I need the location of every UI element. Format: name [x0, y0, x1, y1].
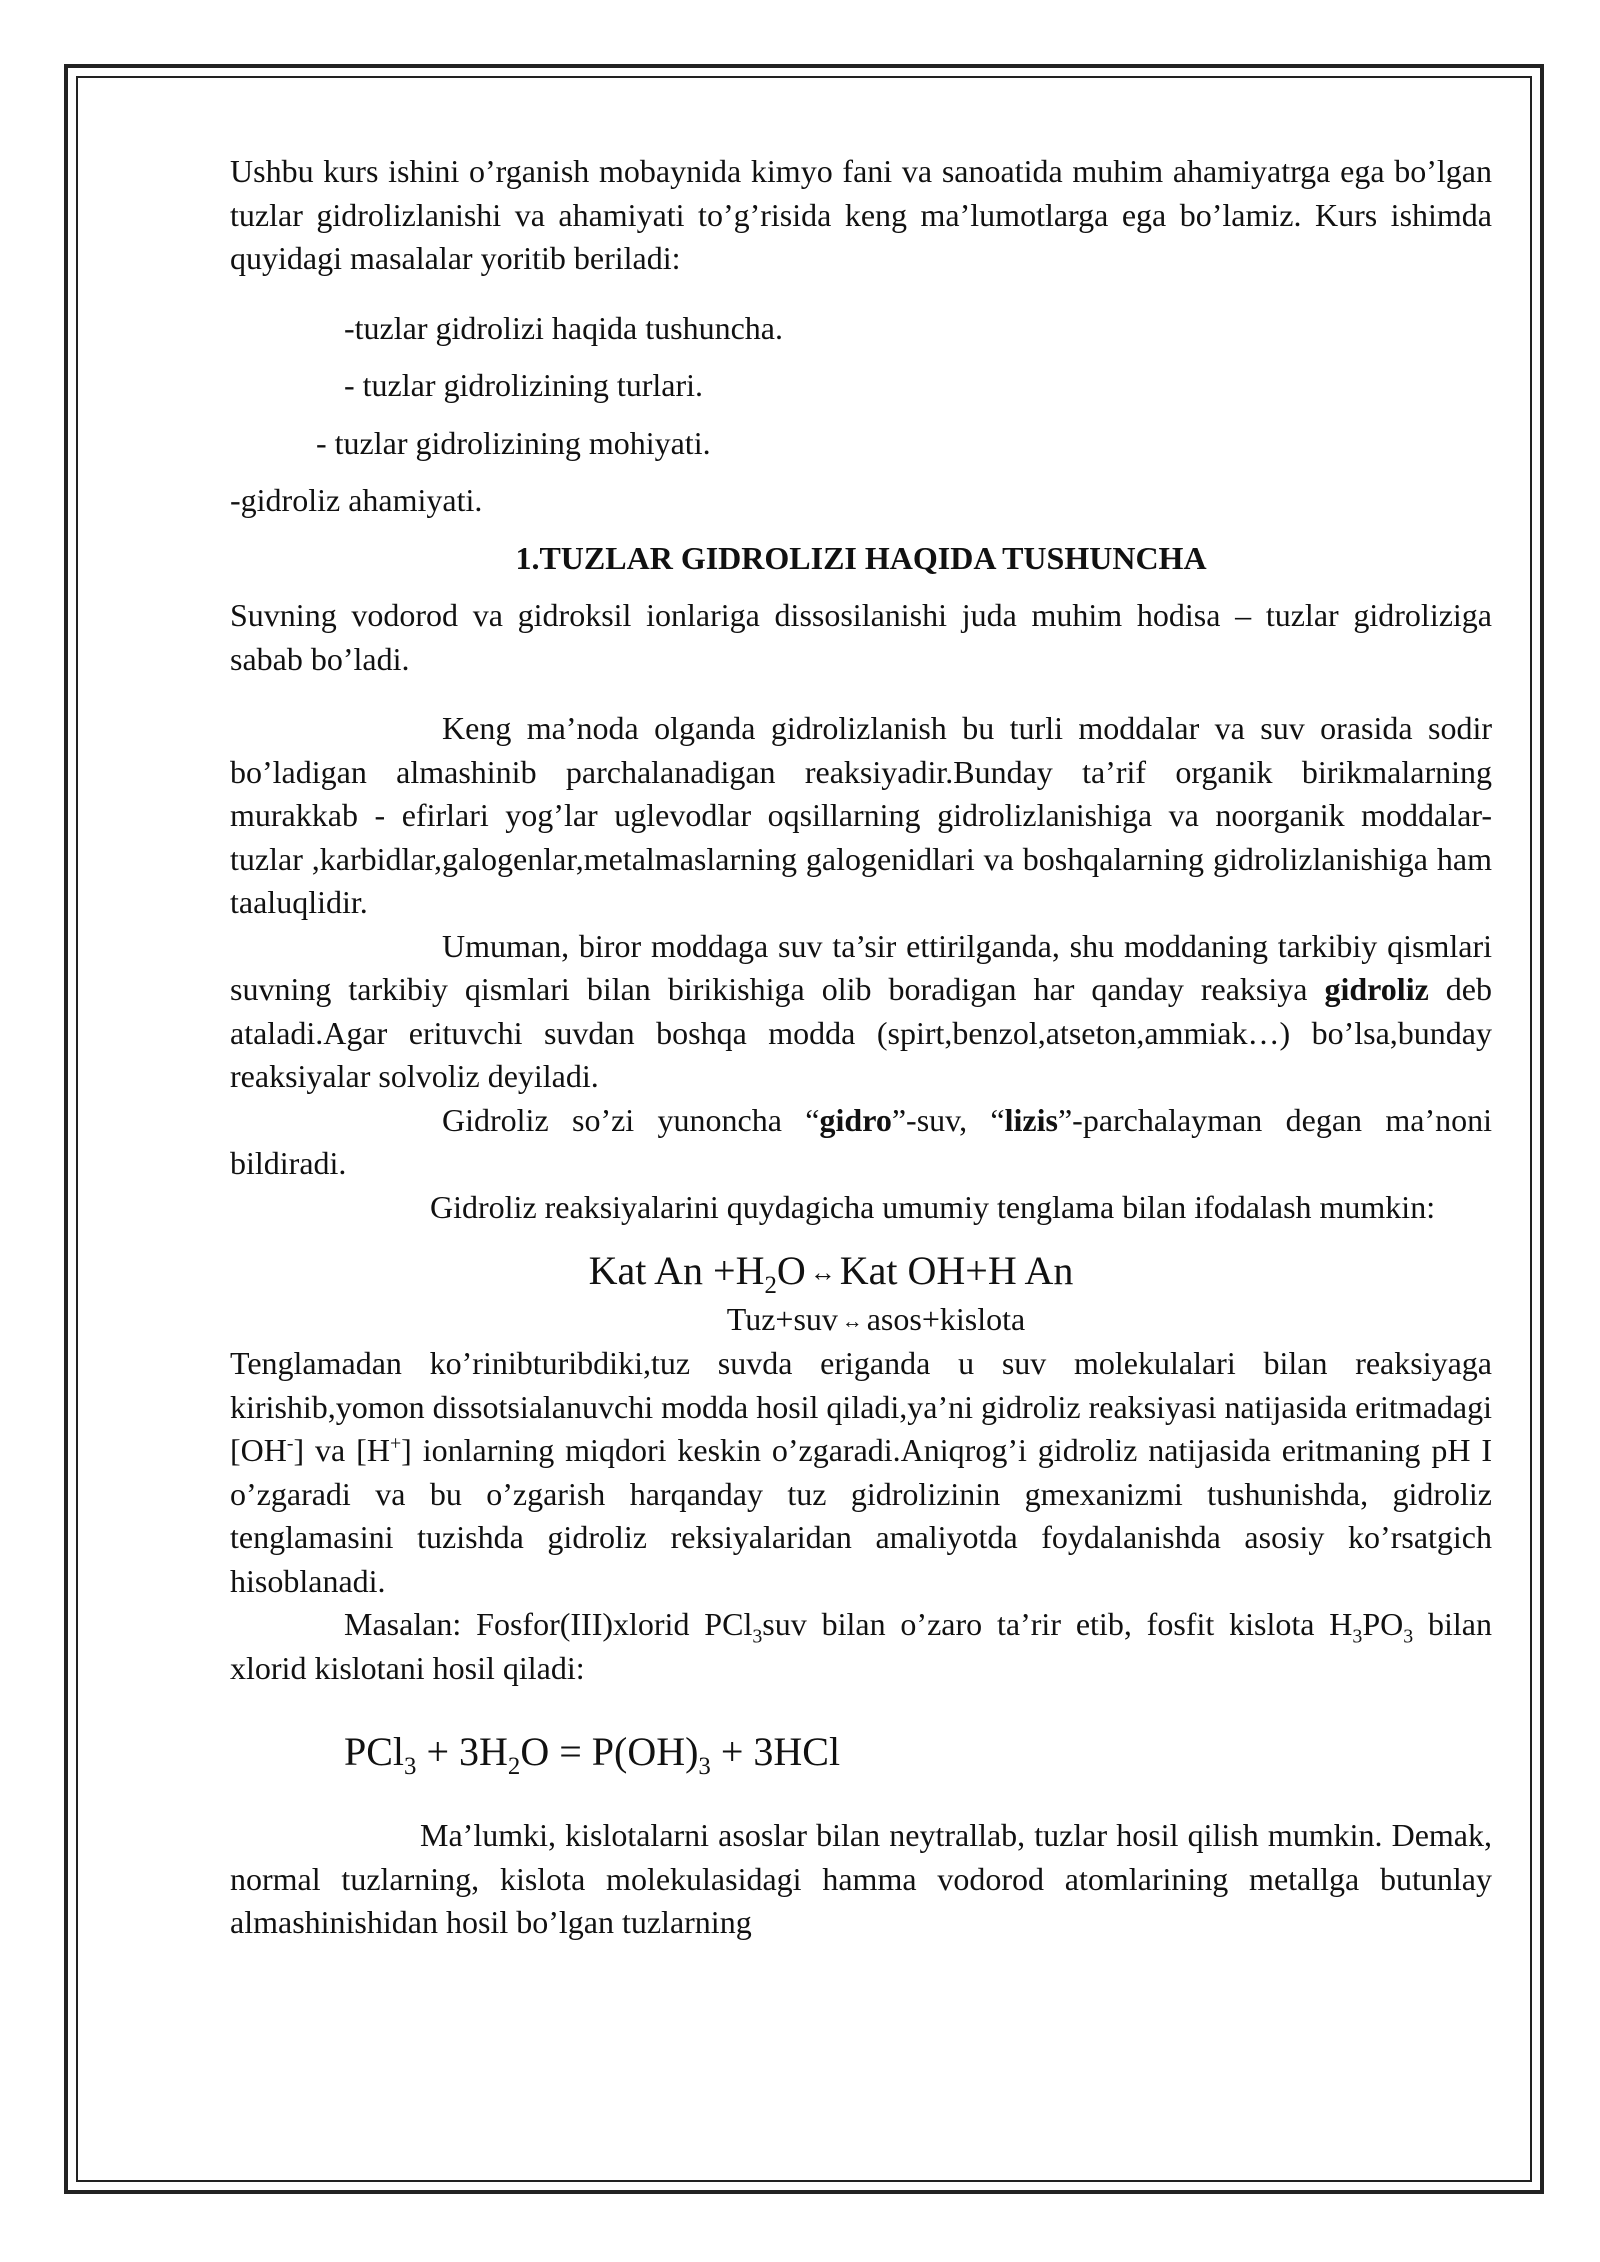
- paragraph-5: Gidroliz reaksiyalarini quydagicha umumiy tenglama bilan ifodalash mumkin:: [430, 1188, 1436, 1225]
- document-body: [230, 150, 1492, 1945]
- paragraph-6: Tenglamadan ko’rinibturibdiki,tuz suvda eriganda u suv molekulalari bilan reaksiyaga kirishib,yomon dissotsialanuvchi modda hosil qiladi,ya’ni gidroliz reaksiyasi natijasida eritmadagi [OH-] va [H+] ionlarning miqdori keskin o’zgaradi.Aniqrog’i gidroliz natijasida eritmaning pH I o’zgaradi va bu o’zgarish harqanday tuz gidrolizinin gmexanizmi tushunishda, gidroliz tenglamasini tuzishda gidroliz reksiyalaridan amaliyotda foydalanishda asosiy ko’rsatgich hisoblanadi.: [230, 1345, 1493, 1599]
- section-heading: 1.TUZLAR GIDROLIZI HAQIDA TUSHUNCHA: [515, 539, 1207, 576]
- equilibrium-arrow-icon: ↔: [841, 1310, 863, 1334]
- paragraph-1: Suvning vodorod va gidroksil ionlariga dissosilanishi juda muhim hodisa – tuzlar gidroliziga sabab bo’ladi.: [230, 597, 1492, 677]
- paragraph-4: Gidroliz so’zi yunoncha “gidro”-suv, “lizis”-parchalayman degan ma’noni bildiradi.: [230, 1101, 1493, 1181]
- paragraph-3: Umuman, biror moddaga suv ta’sir ettirilganda, shu moddaning tarkibiy qismlari suvning tarkibiy qismlari bilan birikishiga olib boradigan har qanday reaksiya gidroliz deb ataladi.Agar erituvchi suvdan boshqa modda (spirt,benzol,atseton,ammiak…) bo’lsa,bunday reaksiyalar solvoliz deyiladi.: [230, 927, 1493, 1094]
- list-item: - tuzlar gidrolizining mohiyati.: [316, 424, 711, 461]
- word-equation: Tuz+suv ↔ asos+kislota: [726, 1301, 1026, 1338]
- paragraph-8: Ma’lumki, kislotalarni asoslar bilan neytrallab, tuzlar hosil qilish mumkin. Demak, normal tuzlarning, kislota molekulasidagi hamma vodorod atomlarining metallga butunlay almashinishidan hosil bo’lgan tuzlarning: [230, 1817, 1492, 1941]
- equilibrium-arrow-icon: ↔: [809, 1258, 836, 1288]
- list-item: - tuzlar gidrolizining turlari.: [344, 367, 703, 403]
- paragraph-2: Keng ma’noda olganda gidrolizlanish bu turli moddalar va suv orasida sodir bo’ladigan almashinib parchalanadigan reaksiyadir.Bunday ta’rif organik birikmalarning murakkab - efirlari yog’lar uglevodlar oqsillarning gidrolizlanishiga va noorganik moddalar- tuzlar ,karbidlar,galogenlar,metalmaslarning galogenidlari va boshqalarning gidrolizlanishiga ham taaluqlidir.: [230, 710, 1492, 920]
- term-gidroliz: gidroliz: [1324, 971, 1429, 1007]
- paragraph-7: Masalan: Fosfor(III)xlorid PCl$_3$suv bilan o’zaro ta’rir etib, fosfit kislota $H_3PO_3$ bilan xlorid kislotani hosil qiladi:: [230, 1606, 1493, 1686]
- intro-paragraph: Ushbu kurs ishini o’rganish mobaynida kimyo fani va sanoatida muhim ahamiyatrga ega bo’lgan tuzlar gidrolizlanishi va ahamiyati to’g’risida keng ma’lumotlarga ega bo’lamiz. Kurs ishimda quyidagi masalalar yoritib beriladi:: [230, 153, 1492, 276]
- pcl3-equation: $PCl_3 + 3H_2O = P(OH)_3 + 3HCl$: [344, 1729, 841, 1781]
- list-item: -gidroliz ahamiyati.: [230, 482, 483, 518]
- list-item: -tuzlar gidrolizi haqida tushuncha.: [344, 309, 783, 346]
- general-equation: Kat $An +H_2O$ ↔ Kat OH+H An: [588, 1248, 1074, 1299]
